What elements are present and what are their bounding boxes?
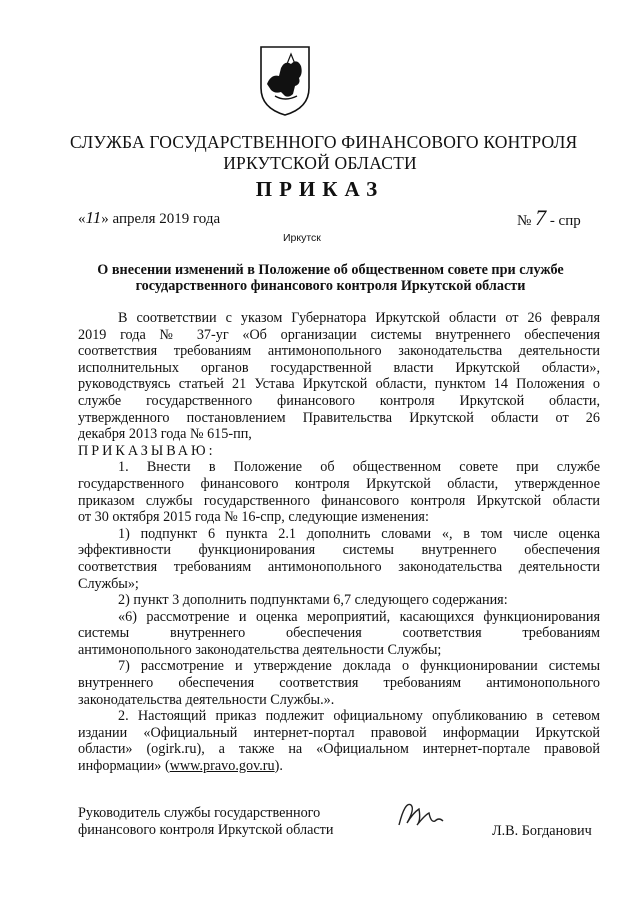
order-directive: ПРИКАЗЫВАЮ: [78,442,216,459]
subject-line-1: О внесении изменений в Положение об общественном совете при службе [97,262,564,278]
handwritten-signature [395,795,445,833]
order-subject [78,262,583,294]
order-body [78,310,600,775]
org-line-2: ИРКУТСКОЙ ОБЛАСТИ [223,153,417,173]
city-label: Иркутск [283,232,321,244]
subitem-6-paragraph: «6) рассмотрение и оценка мероприятий, касающихся функционирования системы внутреннего обеспечения соответствия требованиям антимонопольного законодательства деятельности Службы; [78,608,600,658]
subitem-1-paragraph: 1) подпункт 6 пункта 2.1 дополнить словами «, в том числе оценка эффективности функционирования системы внутреннего обеспечения соответствия требованиям антимонопольного законодательства деятельности Службы»; [78,525,600,592]
preamble-paragraph: В соответствии с указом Губернатора Иркутской области от 26 февраля 2019 года № 37-уг «Об организации системы внутреннего обеспечения соответствия требованиям антимонопольного законодательства деятельности исполнительных органов государственной власти Иркутской области», руководствуясь статьей 21 Устава Иркутской области, пунктом 14 Положения о службе государственного финансового контроля Иркутской области, утвержденного постановлением Правительства Иркутской области от 26 декабря 2013 года № 615-пп, [78,310,600,443]
item-2-paragraph: 2. Настоящий приказ подлежит официальному опубликованию в сетевом издании «Официальный интернет-портал правовой информации Иркутской области» (ogirk.ru), а также на «Официальном интернет-портале правовой информации» (www.pravo.gov.ru). [78,708,600,775]
number-handwritten: 7 [535,205,547,230]
signer-position: Руководитель службы государственного финансового контроля Иркутской области [78,805,334,838]
document-type-title: ПРИКАЗ [255,177,385,201]
subitem-2-paragraph: 2) пункт 3 дополнить подпунктами 6,7 следующего содержания: [118,592,508,609]
org-line-1: СЛУЖБА ГОСУДАРСТВЕННОГО ФИНАНСОВОГО КОНТРОЛЯ [70,132,578,152]
document-date: «11» апреля 2019 года [78,208,221,227]
signer-name: Л.В. Богданович [492,823,592,839]
subject-line-2: государственного финансового контроля Иркутской области [135,278,526,294]
item-1-paragraph: 1. Внести в Положение об общественном совете при службе государственного финансового контроля Иркутской области, утвержденное приказом службы государственного финансового контроля Иркутской области от 30 октября 2015 года № 16-спр, следующие изменения: [78,459,600,526]
coat-of-arms-emblem [257,44,313,118]
document-number: № 7 - спр [517,205,581,230]
date-day-handwritten: 11 [85,208,102,227]
organization-name [70,132,578,174]
subitem-7-paragraph: 7) рассмотрение и утверждение доклада о функционировании системы внутреннего обеспечения соответствия требованиям антимонопольного законодательства деятельности Службы.». [78,658,600,708]
pravo-gov-link[interactable]: www.pravo.gov.ru [169,758,275,775]
